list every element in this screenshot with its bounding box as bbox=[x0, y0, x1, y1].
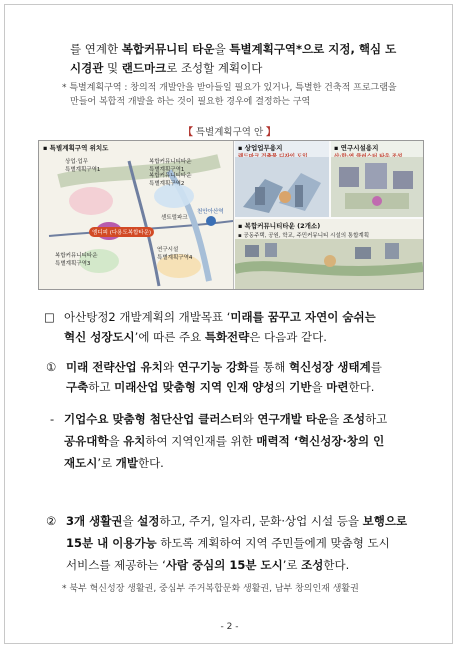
text-run: 을 bbox=[214, 42, 230, 56]
text-run: 혁신 성장도시 bbox=[64, 330, 135, 344]
page-number: - 2 - bbox=[220, 622, 239, 632]
text-run: 을 bbox=[311, 380, 327, 394]
label-central-town: 엠디피 (다용도복합타운) bbox=[89, 227, 154, 237]
commercial-site-panel bbox=[235, 141, 329, 217]
text-run: 하도록 계획하여 지역 주민들에게 맞춤형 도시 bbox=[156, 536, 390, 550]
label-complex-zone-2: 복합커뮤니티타운 특별계획구역2 bbox=[149, 173, 192, 187]
text-run: 매력적 ‘혁신성장·창의 인 bbox=[256, 434, 385, 448]
text-run: 하고, 주거, 일자리, 문화·상업 시설 등을 bbox=[159, 514, 363, 528]
section-line-1 bbox=[64, 309, 376, 325]
text-run: 개발 bbox=[115, 456, 138, 470]
research-site-panel bbox=[331, 141, 423, 217]
text-run: 을 bbox=[108, 434, 124, 448]
caption-text: 특별계획구역 안 bbox=[195, 127, 264, 138]
text-run: 공유대학 bbox=[64, 434, 109, 448]
text-run: 재도시 bbox=[64, 456, 98, 470]
text-run: 연구기능 강화 bbox=[177, 360, 249, 374]
text-run: 서비스를 제공하는 ‘ bbox=[66, 558, 166, 572]
item2-line-2 bbox=[66, 535, 390, 551]
text-run: 아산탕정2 개발계획의 개발목표 ‘ bbox=[64, 310, 231, 324]
item2-line-1 bbox=[66, 513, 407, 529]
dash-marker: - bbox=[50, 412, 55, 426]
section-marker: □ bbox=[44, 310, 55, 324]
text-run: 하고 bbox=[88, 380, 115, 394]
text-run: 하고 bbox=[365, 412, 388, 426]
text-run: 미래 전략산업 유치 bbox=[66, 360, 163, 374]
text-run: 복합커뮤니티 타운 bbox=[121, 42, 215, 56]
text-run: 를 통해 bbox=[248, 360, 289, 374]
label-commerce-zone: 상업·업무 특별계획구역1 bbox=[65, 159, 101, 173]
text-run: 를 bbox=[370, 360, 382, 374]
text-run: 은 다음과 같다. bbox=[249, 330, 327, 344]
special-zone-figure bbox=[38, 140, 424, 290]
location-map-title: ▪ 특별계획구역 위치도 bbox=[43, 144, 109, 152]
text-run: 와 bbox=[242, 412, 258, 426]
item2-number: ② bbox=[46, 514, 57, 528]
text-run: 의 bbox=[274, 380, 290, 394]
text-run: 특화전략 bbox=[204, 330, 250, 344]
section-line-2 bbox=[64, 329, 327, 345]
dash-line-2 bbox=[64, 433, 384, 449]
item1-number: ① bbox=[46, 360, 57, 374]
text-run: ’로 bbox=[97, 456, 116, 470]
complex-town-panel bbox=[235, 219, 423, 289]
text-run: 시경관 bbox=[70, 61, 104, 75]
text-run: 을 bbox=[122, 514, 138, 528]
text-run: 한다. bbox=[348, 380, 375, 394]
text-run: 한다. bbox=[137, 456, 164, 470]
figure-caption bbox=[0, 124, 459, 138]
text-run: 및 bbox=[103, 61, 122, 75]
label-complex-zone-3: 복합커뮤니티타운 특별계획구역3 bbox=[55, 253, 98, 267]
caption-bracket-open: 【 bbox=[183, 127, 193, 138]
text-run: 특별계획구역*으로 지정, 핵심 도 bbox=[229, 42, 397, 56]
text-run: 마련 bbox=[326, 380, 349, 394]
text-run: ’로 bbox=[282, 558, 302, 572]
text-run: 로 조성할 계획이다 bbox=[166, 61, 263, 75]
item2-note: * 북부 혁신성장 생활권, 중심부 주거복합문화 생활권, 남부 창의인재 생활권 bbox=[62, 584, 359, 594]
caption-bracket-close: 】 bbox=[266, 127, 276, 138]
item1-line-2 bbox=[66, 379, 374, 395]
complex-town-desc: ▪ 공동주택, 공원, 학교, 주민커뮤니티 시설의 통합계획 bbox=[238, 233, 370, 239]
label-station: 천안아산역 bbox=[197, 209, 224, 215]
text-run: 혁신성장 생태계 bbox=[288, 360, 371, 374]
label-research-zone: 연구시설 특별계획구역4 bbox=[157, 247, 193, 261]
text-run: 랜드마크 bbox=[121, 61, 167, 75]
text-run: 조성 bbox=[342, 412, 366, 426]
dash-line-3 bbox=[64, 455, 164, 471]
text-run: 하여 지역인재를 위한 bbox=[145, 434, 257, 448]
text-run: 조성 bbox=[301, 558, 324, 572]
research-render-image bbox=[331, 157, 423, 217]
text-run: 3개 생활권 bbox=[66, 514, 123, 528]
definition-note-line-2: 만들어 복합적 개발을 하는 것이 필요한 경우에 결정하는 구역 bbox=[70, 97, 311, 107]
text-run: 15분 내 이용가능 bbox=[66, 536, 157, 550]
text-run: 를 연계한 bbox=[70, 42, 122, 56]
text-run: 기반 bbox=[289, 380, 312, 394]
commercial-site-title: ▪ 상업업무용지 bbox=[238, 144, 283, 152]
text-run: 설정 bbox=[137, 514, 160, 528]
intro-line-1 bbox=[70, 41, 396, 57]
commercial-render-image bbox=[235, 157, 329, 217]
text-run: 와 bbox=[162, 360, 178, 374]
text-run: 사람 중심의 15분 도시 bbox=[165, 558, 283, 572]
item2-line-3 bbox=[66, 557, 349, 573]
location-map-panel bbox=[39, 141, 234, 289]
text-run: 미래를 꿈꾸고 자연이 숨쉬는 bbox=[230, 310, 376, 324]
text-run: 기업수요 맞춤형 첨단산업 클러스터 bbox=[64, 412, 243, 426]
text-run: 한다. bbox=[323, 558, 350, 572]
research-site-title: ▪ 연구시설용지 bbox=[334, 144, 379, 152]
text-run: 미래산업 맞춤형 지역 인재 양성 bbox=[114, 380, 275, 394]
definition-note-line-1: * 특별계획구역 : 창의적 개발안을 받아들일 필요가 있거나, 특별한 건축적 프로그램을 bbox=[62, 83, 397, 93]
item1-line-1 bbox=[66, 359, 382, 375]
text-run: 을 bbox=[328, 412, 343, 426]
label-central-park: 센트럴파크 bbox=[161, 215, 188, 221]
text-run: 보행으로 bbox=[362, 514, 408, 528]
dash-line-1 bbox=[64, 411, 387, 427]
complex-town-title: ▪ 복합커뮤니티타운 (2개소) bbox=[238, 222, 321, 230]
text-run: 유치 bbox=[123, 434, 146, 448]
text-run: 구축 bbox=[66, 380, 89, 394]
complex-town-render-image bbox=[235, 239, 423, 289]
text-run: 연구개발 타운 bbox=[257, 412, 329, 426]
intro-line-2 bbox=[70, 60, 262, 76]
text-run: ’에 따른 주요 bbox=[134, 330, 205, 344]
label-complex-zone-1: 복합커뮤니티타운 특별계획구역1 bbox=[149, 159, 192, 173]
